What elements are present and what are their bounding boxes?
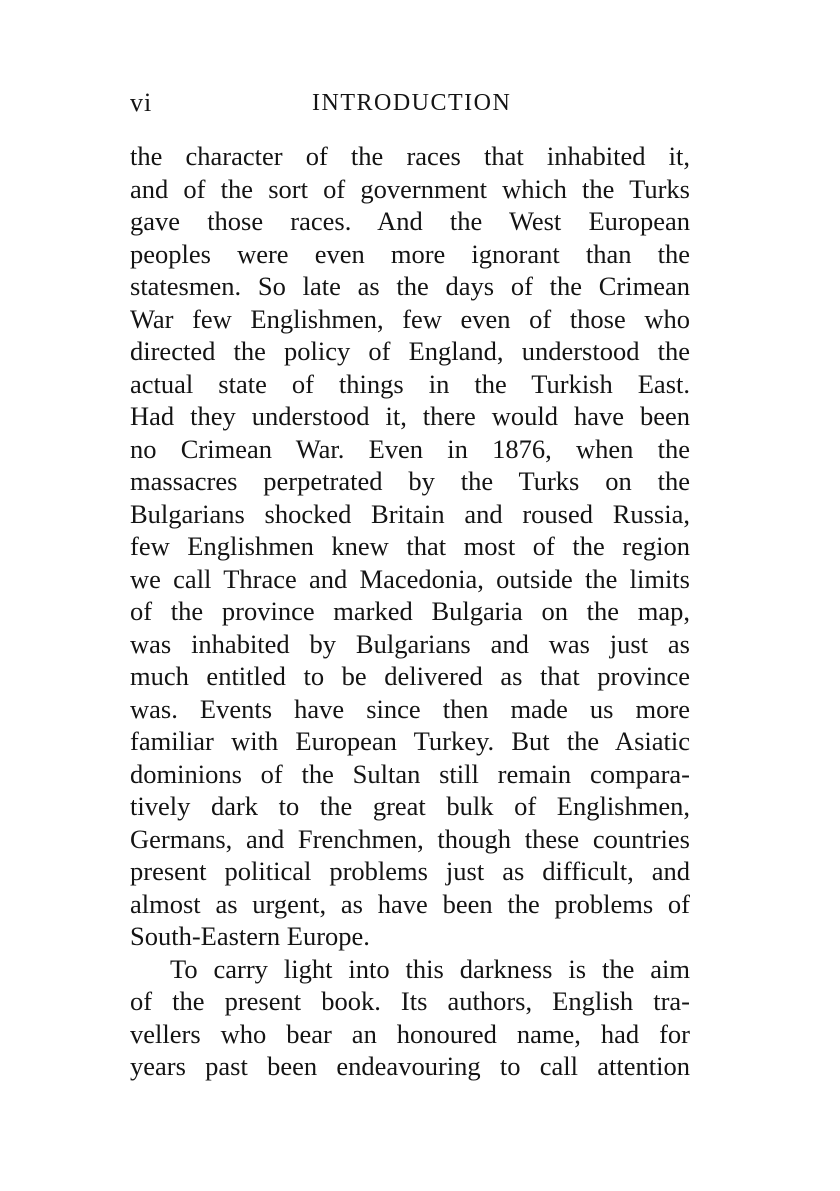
text-line: Bulgarians shocked Britain and roused Russia, — [130, 498, 690, 529]
text-line: almost as urgent, as have been the problems of — [130, 888, 690, 919]
text-line: was inhabited by Bulgarians and was just as — [130, 628, 690, 659]
text-line: South-Eastern Europe. — [130, 921, 370, 951]
page-header — [130, 88, 690, 128]
text-line: dominions of the Sultan still remain compara- — [130, 758, 690, 789]
text-line: the character of the races that inhabited it, — [130, 141, 690, 171]
paragraph-1 — [130, 140, 690, 953]
text-line: few Englishmen knew that most of the region — [130, 531, 690, 561]
running-head: INTRODUCTION — [312, 90, 512, 116]
text-line: gave those races. And the West European — [130, 206, 690, 236]
body-text — [130, 140, 690, 1083]
text-line: and of the sort of government which the Turks — [130, 173, 690, 204]
text-line: years past been endeavouring to call attention — [130, 1051, 690, 1081]
text-line: vellers who bear an honoured name, had for — [130, 1018, 690, 1049]
text-line: no Crimean War. Even in 1876, when the — [130, 433, 690, 464]
page-number: vi — [130, 88, 153, 117]
text-line: tively dark to the great bulk of Englishmen, — [130, 791, 690, 821]
text-line: Had they understood it, there would have been — [130, 401, 690, 431]
text-line: Germans, and Frenchmen, though these countries — [130, 823, 690, 854]
text-line: much entitled to be delivered as that province — [130, 661, 690, 691]
text-line: To carry light into this darkness is the aim — [170, 953, 690, 984]
text-line: directed the policy of England, understood the — [130, 336, 690, 366]
paragraph-2 — [130, 953, 690, 1083]
text-line: present political problems just as difficult, and — [130, 856, 690, 886]
text-line: of the present book. Its authors, English tra- — [130, 986, 690, 1016]
text-line: actual state of things in the Turkish East. — [130, 368, 690, 399]
text-line: was. Events have since then made us more — [130, 693, 690, 724]
text-line: War few Englishmen, few even of those who — [130, 303, 690, 334]
text-line: peoples were even more ignorant than the — [130, 238, 690, 269]
text-line: massacres perpetrated by the Turks on the — [130, 466, 690, 496]
text-line: statesmen. So late as the days of the Crimean — [130, 271, 690, 301]
text-line: we call Thrace and Macedonia, outside the limits — [130, 563, 690, 594]
text-line: familiar with European Turkey. But the Asiatic — [130, 726, 690, 756]
text-line: of the province marked Bulgaria on the map, — [130, 596, 690, 626]
